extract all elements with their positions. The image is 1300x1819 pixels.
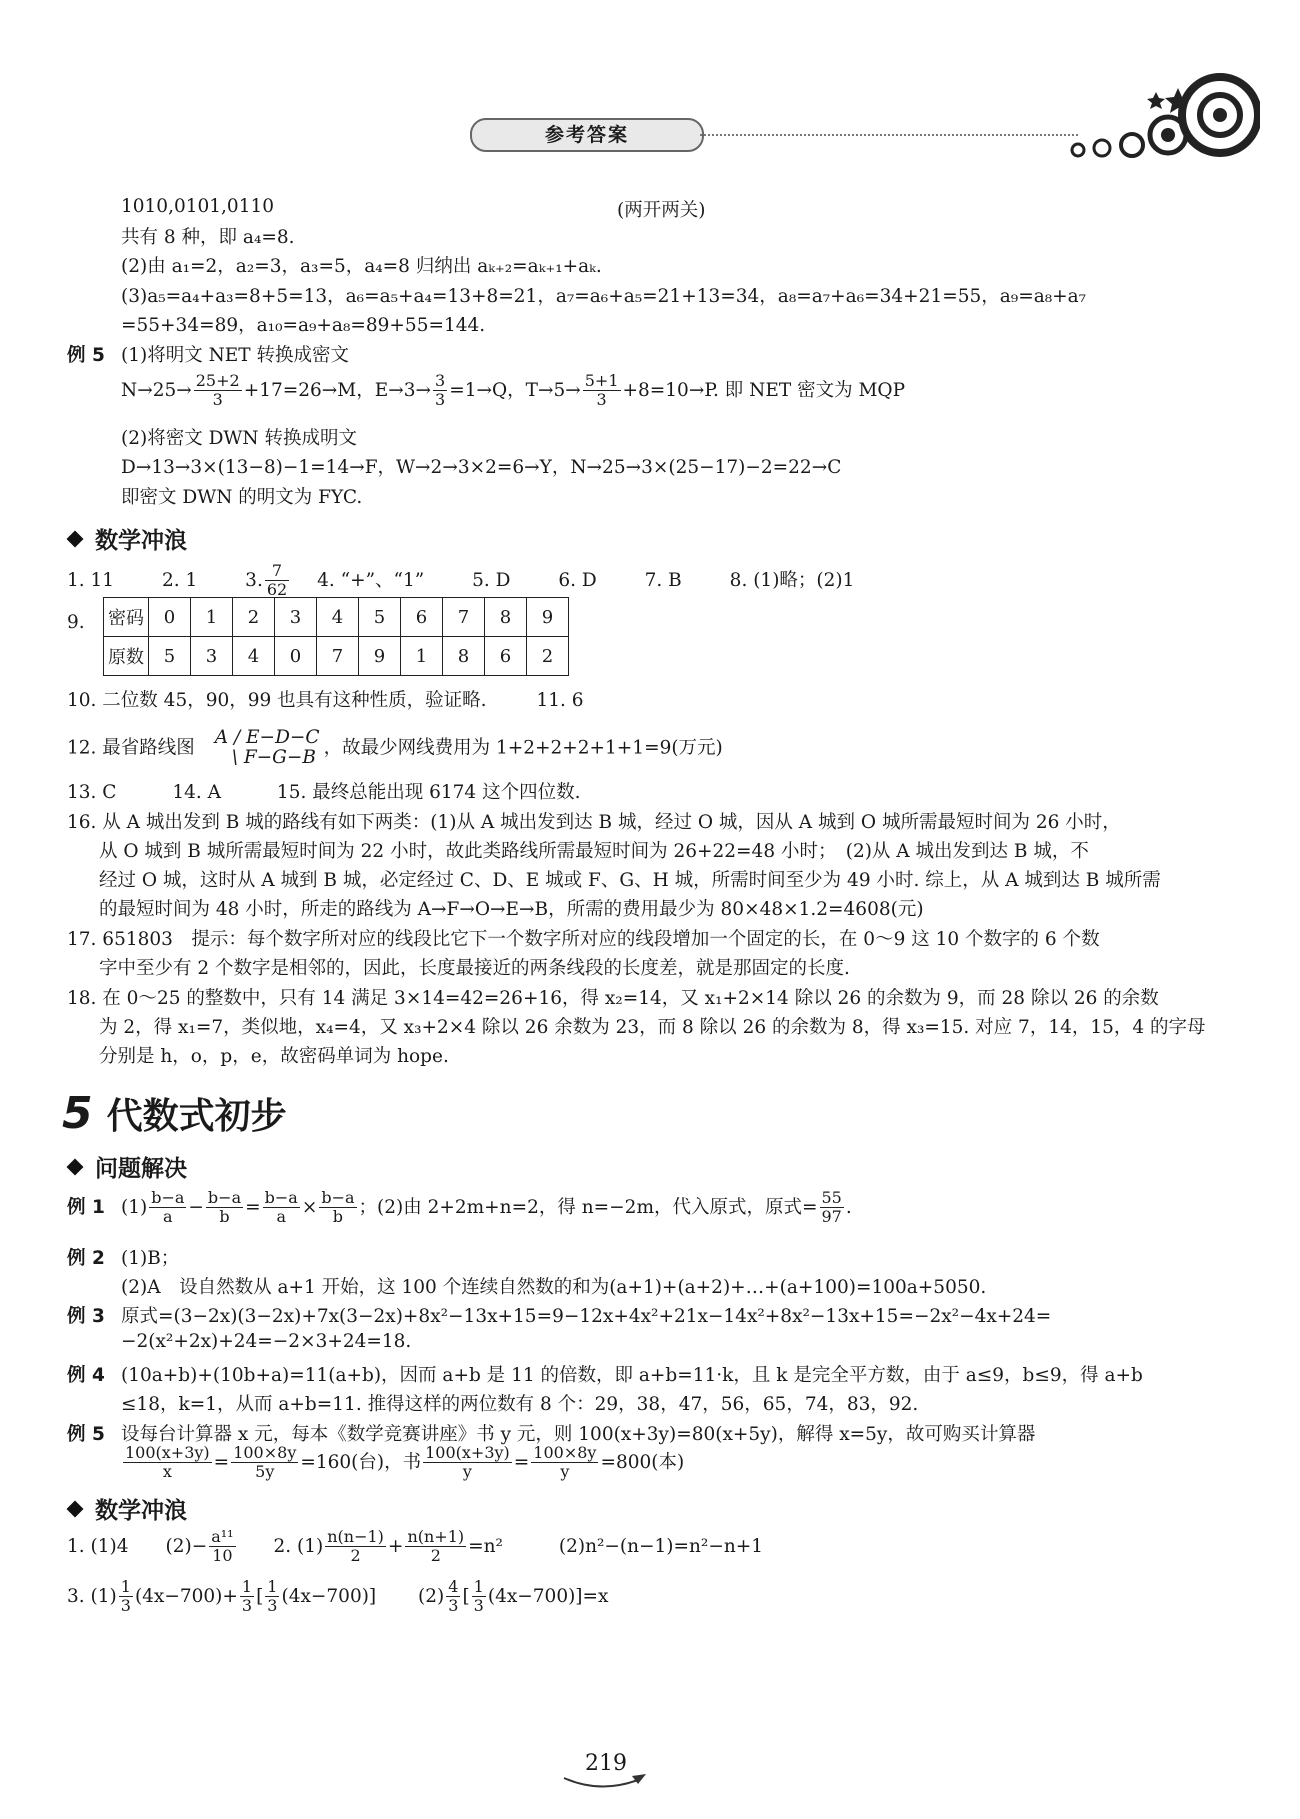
answer: 14. A bbox=[172, 782, 222, 803]
q17-line-1: 17. 651803 提示：每个数字所对应的线段比它下一个数字所对应的线段增加一个固定的长，在 0～9 这 10 个数字的 6 个数 bbox=[67, 929, 1100, 950]
ex5-label: 例 5 bbox=[67, 345, 105, 366]
q9-number: 9. bbox=[67, 612, 85, 633]
table-cell: 0 bbox=[149, 598, 191, 637]
answer: ，故最少网线费用为 1+2+2+2+1+1=9(万元) bbox=[323, 737, 723, 759]
q18-line-2: 为 2，得 x₁=7，类似地，x₄=4，又 x₃+2×4 除以 26 余数为 23，而 8 除以 26 的余数为 8，得 x₃=15. 对应 7，14，15，4 的字母 bbox=[99, 1017, 1206, 1038]
q17-line-2: 字中至少有 2 个数字是相邻的，因此，长度最接近的两条线段的长度差，就是那固定的长度. bbox=[99, 958, 850, 979]
section-heading: 问题解决 bbox=[65, 1150, 187, 1183]
ex5-line-3: (2)将密文 DWN 转换成明文 bbox=[121, 428, 358, 449]
answer: 5. D bbox=[472, 569, 511, 591]
top-line-4: (3)a₅=a₄+a₃=8+5=13，a₆=a₅+a₄=13+8=21，a₇=a₆+a₅=21+13=34，a₈=a₇+a₆=34+21=55，a₉=a₈+a₇ bbox=[121, 286, 1087, 307]
s3-line-1: 1. (1)4 (2)− $\frac{\text{a¹¹}}{10}$ 2. (1) $\frac{n(n-1)}{2}$ + $\frac{n(n+1)}{2}$ =n² (2)n²−(n−1)=n²−n+1 bbox=[67, 1527, 764, 1566]
table-cell: 6 bbox=[485, 637, 527, 676]
table-cell: 5 bbox=[149, 637, 191, 676]
answer: 7. B bbox=[644, 569, 682, 591]
e3-label: 例 3 bbox=[67, 1306, 105, 1327]
e3-line-2: −2(x²+2x)+24=−2×3+24=18. bbox=[121, 1331, 412, 1352]
table-cell: 7 bbox=[443, 598, 485, 637]
fraction: $\frac{3}{3}$ bbox=[435, 371, 446, 410]
q12-line bbox=[67, 728, 723, 769]
e2-line-2: (2)A 设自然数从 a+1 开始，这 100 个连续自然数的和为(a+1)+(a+2)+…+(a+100)=100a+5050. bbox=[121, 1277, 987, 1298]
ex5-text: +17=26→M，E→3→ bbox=[243, 379, 431, 401]
decorative-circles-icon bbox=[1060, 60, 1260, 170]
e5-label: 例 5 bbox=[67, 1424, 105, 1445]
answer: 4. “+”、“1” bbox=[317, 569, 425, 591]
header-divider bbox=[700, 134, 1078, 136]
header-title: 参考答案 bbox=[470, 118, 704, 152]
table-cell: 9 bbox=[359, 637, 401, 676]
ex5-line-1 bbox=[67, 341, 349, 367]
fraction: $\frac{1}{3}$ bbox=[241, 1577, 253, 1616]
table-header-cell: 密码 bbox=[104, 598, 149, 637]
answer: 12. 最省路线图 bbox=[67, 737, 195, 759]
top-note: (两开两关) bbox=[617, 200, 706, 221]
e4-label: 例 4 bbox=[67, 1365, 105, 1386]
table-header-cell: 原数 bbox=[104, 637, 149, 676]
chapter-name: 代数式初步 bbox=[106, 1096, 287, 1137]
ex5-line-5: 即密文 DWN 的明文为 FYC. bbox=[121, 487, 363, 508]
answer: 3. bbox=[245, 569, 263, 591]
top-line-5: =55+34=89，a₁₀=a₉+a₈=89+55=144. bbox=[121, 315, 486, 336]
fraction: $\frac{1}{3}$ bbox=[473, 1577, 484, 1616]
e4-line-2: ≤18，k=1，从而 a+b=11. 推得这样的两位数有 8 个：29，38，47，56，65，74，83，92. bbox=[121, 1394, 919, 1415]
cipher-table bbox=[103, 597, 569, 676]
diamond-icon bbox=[67, 1501, 84, 1518]
answer: 11. 6 bbox=[536, 690, 584, 711]
table-cell: 2 bbox=[527, 637, 569, 676]
q18-line-3: 分别是 h，o，p，e，故密码单词为 hope. bbox=[99, 1046, 449, 1067]
e5-line-1: 例 5 设每台计算器 x 元，每本《数学竞赛讲座》书 y 元，则 100(x+3y)=80(x+5y)，解得 x=5y，故可购买计算器 bbox=[67, 1420, 1035, 1446]
answer: 8. (1)略；(2)1 bbox=[729, 569, 855, 591]
table-cell: 9 bbox=[527, 598, 569, 637]
table-cell: 1 bbox=[191, 598, 233, 637]
e1-label: 例 1 bbox=[67, 1196, 105, 1218]
ex5-text: +8=10→P. 即 NET 密文为 MQP bbox=[622, 379, 906, 401]
fraction: $\frac{100\times 8y}{y}$ bbox=[533, 1443, 597, 1482]
fraction: $\frac{n(n+1)}{2}$ bbox=[407, 1527, 465, 1566]
table-cell: 4 bbox=[317, 598, 359, 637]
top-text: 1010,0101,0110 bbox=[121, 196, 275, 217]
fraction: $\frac{5+1}{3}$ bbox=[584, 371, 619, 410]
route-diagram bbox=[215, 728, 320, 769]
e3-line-1: 例 3 原式=(3−2x)(3−2x)+7x(3−2x)+8x²−13x+15=9−12x+4x²+21x−14x²+8x²−13x+15=−2x²−4x+24= bbox=[67, 1302, 1051, 1328]
table-row bbox=[104, 637, 569, 676]
top-line-3: (2)由 a₁=2，a₂=3，a₃=5，a₄=8 归纳出 aₖ₊₂=aₖ₊₁+aₖ. bbox=[121, 256, 602, 277]
table-cell: 8 bbox=[485, 598, 527, 637]
table-cell: 3 bbox=[191, 637, 233, 676]
e1-line: 例 1 (1) $\frac{b-a}{a}$ − $\frac{b-a}{b}$ = $\frac{b-a}{a}$ × $\frac{b-a}{b}$ ；(2)由 2+2m+n=2，得 n=−2m，代入原式，原式= $\frac{55}{97}$ . bbox=[67, 1188, 852, 1227]
s3-line-2: 3. (1) $\frac{1}{3}$ (4x−700)+ $\frac{1}{3}$ [ $\frac{1}{3}$ (4x−700)] (2) $\frac{4}{3}$ [ $\frac{1}{3}$ (4x−700)]=x bbox=[67, 1577, 609, 1616]
answers-line bbox=[67, 562, 854, 600]
fraction: $\frac{1}{3}$ bbox=[120, 1577, 131, 1616]
fraction: $\frac{55}{97}$ bbox=[821, 1188, 842, 1227]
answer: 15. 最终总能出现 6174 这个四位数. bbox=[276, 782, 581, 803]
ex5-text: =1→Q，T→5→ bbox=[449, 379, 581, 401]
table-cell: 1 bbox=[401, 637, 443, 676]
route-branch: \ F−G−B bbox=[231, 747, 317, 769]
e5-line-2: $\frac{100(x+3y)}{x}$ = $\frac{100\times 8y}{5y}$ =160(台)，书 $\frac{100(x+3y)}{y}$ = $\frac{100\times 8y}{y}$ =800(本) bbox=[125, 1443, 685, 1482]
section-heading: 数学冲浪 bbox=[65, 522, 187, 555]
table-cell: 3 bbox=[275, 598, 317, 637]
ex5-text: (1)将明文 NET 转换成密文 bbox=[121, 345, 349, 366]
fraction: $\frac{b-a}{b}$ bbox=[321, 1188, 355, 1227]
q13-line bbox=[67, 778, 580, 804]
ex5-line-4: D→13→3×(13−8)−1=14→F，W→2→3×2=6→Y，N→25→3×(25−17)−2=22→C bbox=[121, 457, 842, 478]
top-line-2: 共有 8 种，即 a₄=8. bbox=[121, 227, 295, 248]
swoosh-icon bbox=[560, 1772, 650, 1794]
q10-line bbox=[67, 686, 584, 712]
fraction: $\frac{100(x+3y)}{y}$ bbox=[425, 1443, 510, 1482]
answer: 1. 11 bbox=[67, 569, 115, 591]
q16-line-4: 的最短时间为 48 小时，所走的路线为 A→F→O→E→B，所需的费用最少为 80×48×1.2=4608(元) bbox=[99, 899, 924, 920]
chapter-title bbox=[62, 1088, 287, 1139]
diamond-icon bbox=[67, 531, 84, 548]
table-cell: 5 bbox=[359, 598, 401, 637]
table-cell: 8 bbox=[443, 637, 485, 676]
fraction: $\frac{\text{a¹¹}}{10}$ bbox=[211, 1527, 234, 1566]
ex5-line-2 bbox=[121, 372, 905, 410]
table-cell: 7 bbox=[317, 637, 359, 676]
ex5-text: N→25→ bbox=[121, 379, 192, 401]
diamond-icon bbox=[67, 1159, 84, 1176]
e2-label: 例 2 bbox=[67, 1248, 105, 1269]
q16-line-3: 经过 O 城，这时从 A 城到 B 城，必定经过 C、D、E 城或 F、G、H 城，所需时间至少为 49 小时. 综上，从 A 城到达 B 城所需 bbox=[99, 870, 1161, 891]
fraction: $\frac{100\times 8y}{5y}$ bbox=[233, 1443, 297, 1482]
q16-line-1: 16. 从 A 城出发到 B 城的路线有如下两类：(1)从 A 城出发到达 B 城，经过 O 城，因从 A 城到 O 城所需最短时间为 26 小时， bbox=[67, 812, 1121, 833]
fraction: $\frac{7}{62}$ bbox=[266, 561, 288, 600]
fraction: $\frac{25+2}{3}$ bbox=[195, 371, 240, 410]
answer: 10. 二位数 45，90，99 也具有这种性质，验证略. bbox=[67, 690, 487, 711]
q16-line-2: 从 O 城到 B 城所需最短时间为 22 小时，故此类路线所需最短时间为 26+22=48 小时； (2)从 A 城出发到达 B 城，不 bbox=[99, 841, 1089, 862]
page-number: 219 bbox=[585, 1751, 627, 1776]
fraction: $\frac{n(n-1)}{2}$ bbox=[327, 1527, 384, 1566]
chapter-number: 5 bbox=[62, 1088, 93, 1139]
answer: 6. D bbox=[558, 569, 597, 591]
fraction: $\frac{b-a}{a}$ bbox=[151, 1188, 185, 1227]
fraction: $\frac{1}{3}$ bbox=[267, 1577, 278, 1616]
section-heading: 数学冲浪 bbox=[65, 1492, 187, 1525]
table-cell: 4 bbox=[233, 637, 275, 676]
table-cell: 6 bbox=[401, 598, 443, 637]
table-cell: 2 bbox=[233, 598, 275, 637]
e2-line-1: 例 2 (1)B； bbox=[67, 1244, 179, 1270]
fraction: $\frac{b-a}{a}$ bbox=[264, 1188, 298, 1227]
table-row bbox=[104, 598, 569, 637]
top-line-1 bbox=[121, 196, 706, 221]
fraction: $\frac{b-a}{b}$ bbox=[207, 1188, 242, 1227]
answer: 2. 1 bbox=[161, 569, 198, 591]
answer: 13. C bbox=[67, 782, 117, 803]
route-branch: A / E−D−C bbox=[214, 727, 320, 748]
e4-line-1: 例 4 (10a+b)+(10b+a)=11(a+b)，因而 a+b 是 11 的倍数，即 a+b=11·k，且 k 是完全平方数，由于 a≤9，b≤9，得 a+b bbox=[67, 1361, 1143, 1387]
q18-line-1: 18. 在 0～25 的整数中，只有 14 满足 3×14=42=26+16，得 x₂=14，又 x₁+2×14 除以 26 的余数为 9，而 28 除以 26 的余数 bbox=[67, 988, 1159, 1009]
table-cell: 0 bbox=[275, 637, 317, 676]
fraction: $\frac{100(x+3y)}{x}$ bbox=[125, 1443, 210, 1482]
fraction: $\frac{4}{3}$ bbox=[448, 1577, 459, 1616]
